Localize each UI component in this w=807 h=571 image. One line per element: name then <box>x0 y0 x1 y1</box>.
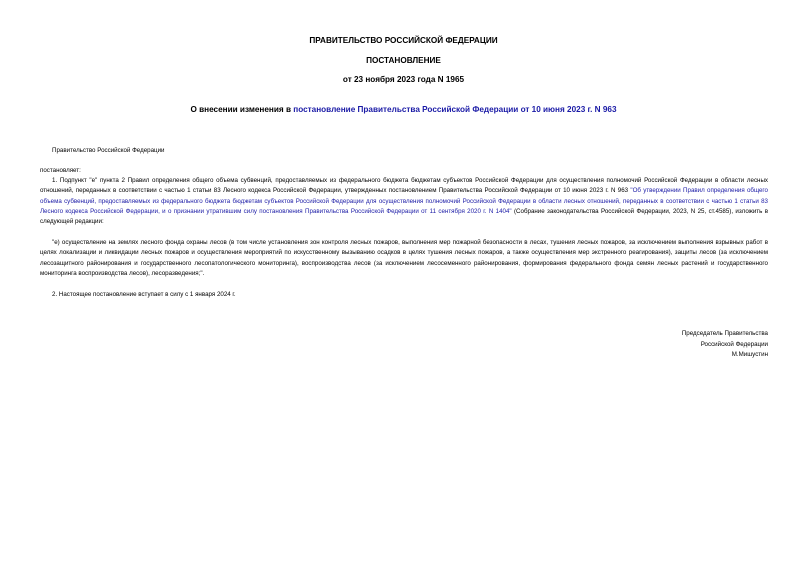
paragraph-1-end: (Собрание законодательства Российской Федерации, 2023, N 25, ст.4585), изложить в следующей редакции: <box>40 207 769 226</box>
title-link[interactable]: постановление Правительства Российской Федерации от 10 июня 2023 г. N 963 <box>293 105 617 114</box>
signature-position-line1: Председатель Правительства <box>681 330 768 337</box>
title-prefix: О внесении изменения в <box>190 105 294 114</box>
quoted-subparagraph: "е) осуществление на землях лесного фонда охраны лесов (в том числе установления зон контроля лесных пожаров, выполнения мер пожарной безопасности в лесах, тушения лесных пожаров, за исключением выполнения взрывных работ в целях локализации и ликвидации лесных пожаров и осуществления мероприятий по искусственному вызыванию осадков в целях тушения лесных пожаров, а также осуществления мер экстренного реагирования), защиты лесов (за исключением лесозащитного районирования и государственного лесопатологического мониторинга), воспроизводства лесов (за исключением лесосеменного районирования, формирования федерального фонда семян лесных растений и государственного мониторинга воспроизводства лесов), лесоразведения;". <box>40 239 768 277</box>
paragraph-1-link[interactable]: "Об утверждении Правил определения общего объема субвенций, предоставляемых из федерального бюджета бюджетам субъектов Российской Федерации для осуществления полномочий Российской Федерации в области лесных отношений, переданных в соответствии с частью 1 статьи 83 Лесного кодекса Российской Федерации, и о признании утратившим силу постановления Правительства Российской Федерации от 11 сентября 2020 г. N 1404" <box>40 187 768 215</box>
document-title <box>0 105 807 115</box>
government-name: ПРАВИТЕЛЬСТВО РОССИЙСКОЙ ФЕДЕРАЦИИ <box>309 36 498 45</box>
document-type: ПОСТАНОВЛЕНИЕ <box>366 56 441 65</box>
signature-name: М.Мишустин <box>731 351 768 359</box>
paragraph-1 <box>40 176 768 227</box>
decree-text: постановляет: <box>40 167 81 174</box>
signature-block <box>568 329 768 361</box>
intro-text: Правительство Российской Федерации <box>52 147 165 154</box>
signature-position-line2: Российской Федерации <box>700 340 768 348</box>
document-date-number: от 23 ноября 2023 года N 1965 <box>342 75 465 84</box>
paragraph-1-start: 1. Подпункт "е" пункта 2 Правил определения общего объема субвенций, предоставляемых из федерального бюджета бюджетам субъектов Российской Федерации для осуществления полномочий Российской Федерации в области лесных отношений, переданных в соответствии с частью 1 статьи 83 Лесного кодекса Российской Федерации, утвержденных постановлением Правительства Российской Федерации от 10 июня 2023 г. N 963 <box>40 177 768 195</box>
paragraph-2: 2. Настоящее постановление вступает в силу с 1 января 2024 г. <box>52 291 236 298</box>
